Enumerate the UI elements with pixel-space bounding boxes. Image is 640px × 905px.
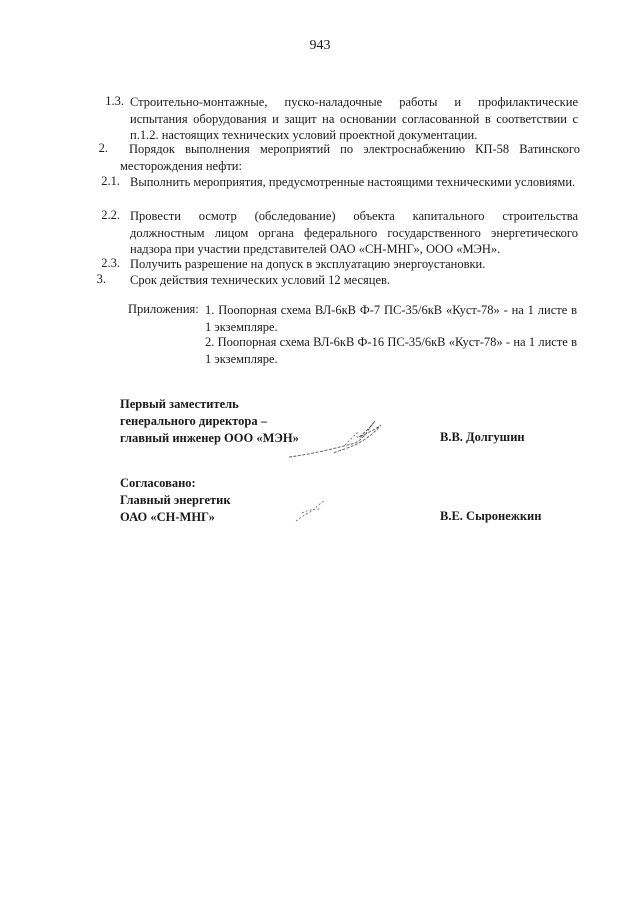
page-number: 943 (309, 38, 331, 53)
item-number: 2.1. (101, 174, 120, 188)
signatory-title-line: Первый заместитель (120, 397, 239, 411)
signatory-title-line: Главный энергетик (120, 493, 231, 507)
item-text: Провести осмотр (обследование) объекта капитального строительства должностным лицом органа федерального государственного энергетического надзора при участии представителей ОАО «СН-МНГ», ООО «МЭН». (130, 209, 578, 256)
item-text: Выполнить мероприятия, предусмотренные настоящими техническими условиями. (130, 175, 576, 189)
signatory-title-line: ОАО «СН-МНГ» (120, 510, 215, 524)
attachments-label: Приложения: (128, 302, 199, 316)
signature-scribble (290, 495, 340, 525)
item-number: 3. (96, 272, 106, 286)
attachment-item (205, 302, 577, 335)
signatory-name: В.В. Долгушин (440, 430, 525, 444)
signatory-title (120, 396, 299, 447)
signatory-title-line: генерального директора – (120, 414, 267, 428)
item-text: Строительно-монтажные, пуско-наладочные работы и профилактические испытания оборудования и защит на основании согласованной в соответствии с п.1.2. настоящих технических условий проектной документации. (130, 95, 578, 142)
signature-scribble (285, 415, 390, 463)
item-number: 1.3. (105, 94, 124, 108)
item-number: 2.3. (101, 256, 120, 270)
signatory-title (120, 475, 231, 526)
signatory-title-line: главный инженер ООО «МЭН» (120, 431, 299, 445)
item-text: Порядок выполнения мероприятий по электроснабжению КП-58 Ватинского месторождения нефти: (120, 142, 580, 173)
attachment-item (205, 334, 577, 367)
item-text: Получить разрешение на допуск в эксплуатацию энергоустановки. (130, 257, 486, 271)
signatory-title-line: Согласовано: (120, 476, 196, 490)
item-number: 2.2. (101, 208, 120, 222)
attachment-text: 1. Поопорная схема ВЛ-6кВ Ф-7 ПС-35/6кВ «Куст-78» - на 1 листе в 1 экземпляре. (205, 303, 577, 334)
item-text: Срок действия технических условий 12 месяцев. (130, 273, 391, 287)
signatory-name: В.Е. Сыронежкин (440, 509, 542, 523)
item-number: 2. (98, 141, 108, 155)
attachment-text: 2. Поопорная схема ВЛ-6кВ Ф-16 ПС-35/6кВ «Куст-78» - на 1 листе в 1 экземпляре. (205, 335, 577, 366)
